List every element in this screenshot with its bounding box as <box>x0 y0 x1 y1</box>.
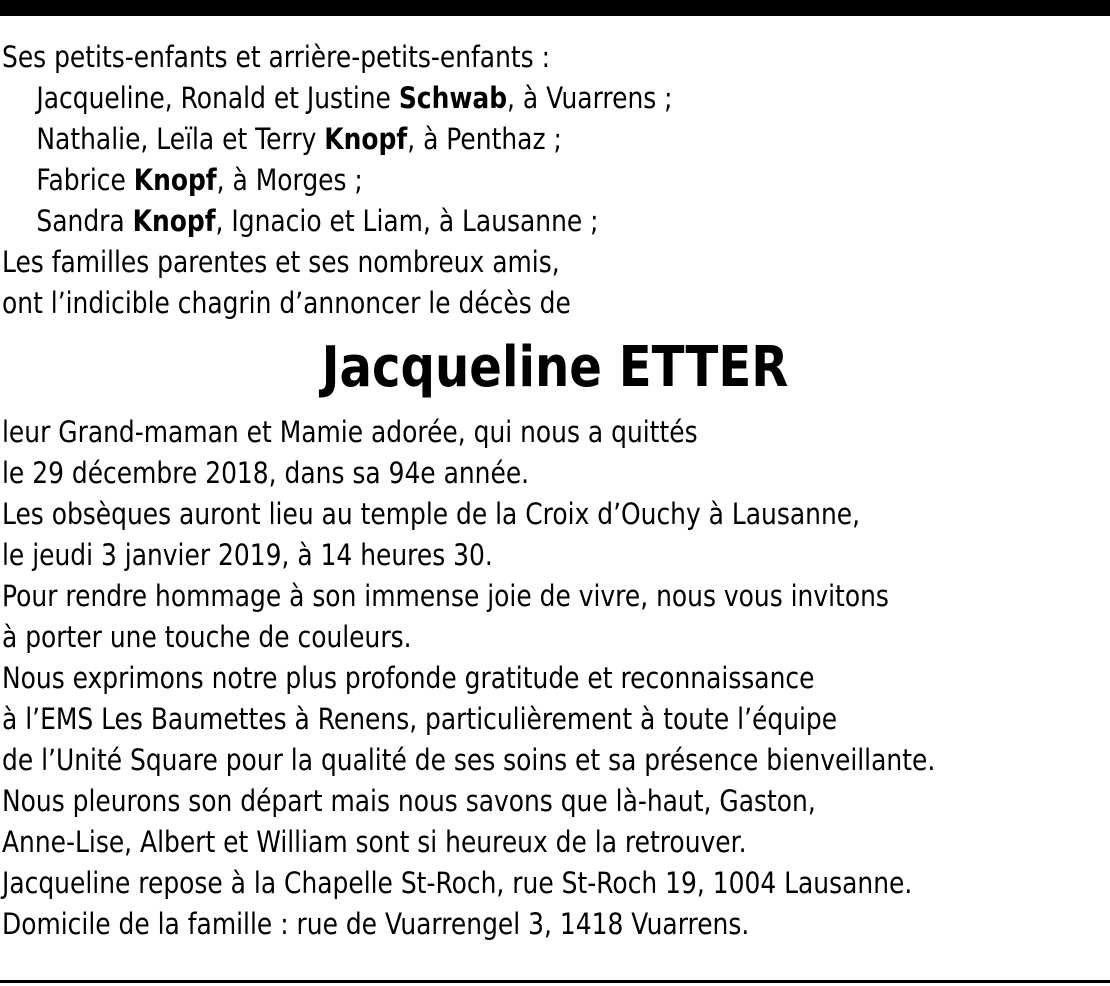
family-place: , à Penthaz ; <box>407 122 562 156</box>
family-place: , Ignacio et Liam, à Lausanne ; <box>215 204 599 238</box>
families-line: Les familles parentes et ses nombreux amis, <box>2 245 560 279</box>
top-border-bar <box>0 0 1110 16</box>
family-place: , à Vuarrens ; <box>507 81 673 115</box>
family-surname: Knopf <box>324 122 408 156</box>
body-line: de l’Unité Square pour la qualité de ses soins et sa présence bienveillante. <box>2 743 936 777</box>
family-given-names: Jacqueline, Ronald et Justine <box>36 81 399 115</box>
family-given-names: Nathalie, Leïla et Terry <box>36 122 325 156</box>
body-line: leur Grand-maman et Mamie adorée, qui nous a quittés <box>2 415 698 449</box>
body-line: Pour rendre hommage à son immense joie de vivre, nous vous invitons <box>2 579 889 613</box>
family-surname: Schwab <box>398 81 508 115</box>
deceased-name: Jacqueline ETTER <box>321 335 789 400</box>
family-given-names: Sandra <box>36 204 133 238</box>
body-line: à l’EMS Les Baumettes à Renens, particulièrement à toute l’équipe <box>2 702 838 736</box>
body-line: le 29 décembre 2018, dans sa 94e année. <box>2 456 530 490</box>
body-line: Domicile de la famille : rue de Vuarrengel 3, 1418 Vuarrens. <box>2 907 750 941</box>
body-line: Jacqueline repose à la Chapelle St-Roch, rue St-Roch 19, 1004 Lausanne. <box>2 866 913 900</box>
deceased-name-row <box>2 324 1108 412</box>
body-line: Nous exprimons notre plus profonde gratitude et reconnaissance <box>2 661 815 695</box>
body-line: Anne-Lise, Albert et William sont si heureux de la retrouver. <box>2 825 747 859</box>
family-surname: Knopf <box>132 204 216 238</box>
body-line: Nous pleurons son départ mais nous savons que là-haut, Gaston, <box>2 784 816 818</box>
obituary-notice <box>2 37 953 945</box>
family-entry <box>2 201 953 242</box>
family-entry <box>2 160 953 201</box>
family-entry <box>2 78 953 119</box>
family-given-names: Fabrice <box>36 163 134 197</box>
body-line: Les obsèques auront lieu au temple de la Croix d’Ouchy à Lausanne, <box>2 497 861 531</box>
bottom-border-rule <box>0 980 1110 983</box>
family-surname: Knopf <box>133 163 217 197</box>
body-line: à porter une touche de couleurs. <box>2 620 412 654</box>
family-heading: Ses petits-enfants et arrière-petits-enfants : <box>2 40 550 74</box>
family-place: , à Morges ; <box>216 163 363 197</box>
body-line: le jeudi 3 janvier 2019, à 14 heures 30. <box>2 538 493 572</box>
announcement-line: ont l’indicible chagrin d’annoncer le décès de <box>2 286 571 320</box>
family-entry <box>2 119 953 160</box>
